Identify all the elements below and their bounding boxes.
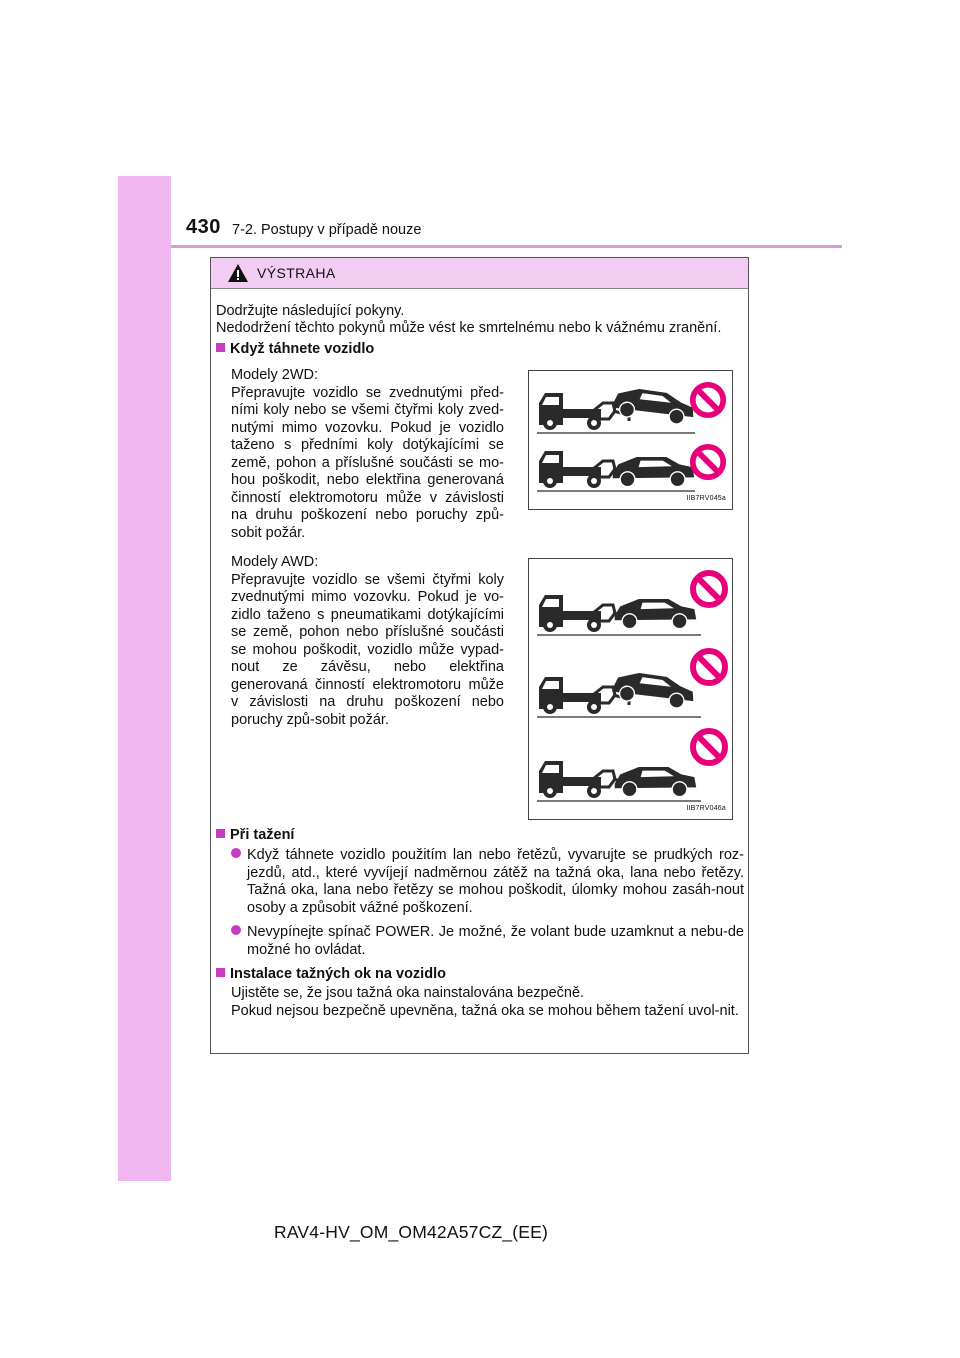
warning-triangle-icon xyxy=(227,263,249,283)
list-item xyxy=(231,847,744,917)
towing-heading-row xyxy=(216,341,374,359)
figure-code: IIB7RV046a xyxy=(686,804,726,812)
header-divider xyxy=(171,245,842,248)
square-bullet-icon xyxy=(216,829,225,838)
warning-header xyxy=(211,258,748,289)
prohibition-sign-icon xyxy=(689,647,729,687)
warning-box xyxy=(210,257,749,1054)
eyelets-heading: Instalace tažných ok na vozidlo xyxy=(230,966,446,982)
page-number: 430 xyxy=(186,216,221,238)
tow-truck-illustration xyxy=(537,751,701,805)
list-item-text: Nevypínejte spínač POWER. Je možné, že volant bude uzamknut a nebu-de možné ho ovládat. xyxy=(247,924,744,958)
towing-heading: Když táhnete vozidlo xyxy=(230,341,375,357)
warning-title: VÝSTRAHA xyxy=(257,265,336,281)
eyelets-heading-row xyxy=(216,966,446,984)
during-tow-heading: Při tažení xyxy=(230,827,295,843)
warning-content xyxy=(211,288,748,1053)
prohibition-sign-icon xyxy=(689,727,729,767)
round-bullet-icon xyxy=(231,925,241,935)
tow-truck-illustration xyxy=(537,441,695,493)
model-awd-label: Modely AWD: xyxy=(231,554,319,570)
eyelets-line-2: Pokud nejsou bezpečně upevněna, tažná oka se mohou během tažení uvol-nit. xyxy=(231,1002,739,1019)
intro-line-1: Dodržujte následující pokyny. xyxy=(216,303,405,319)
tow-truck-illustration xyxy=(537,667,701,721)
square-bullet-icon xyxy=(216,343,225,352)
list-item xyxy=(231,924,744,959)
during-tow-heading-row xyxy=(216,827,294,845)
figure-awd xyxy=(528,558,733,820)
eyelets-text-block xyxy=(231,985,744,1020)
tow-truck-illustration xyxy=(537,585,701,639)
chapter-sidebar-tab xyxy=(118,176,171,1181)
document-code: RAV4-HV_OM_OM42A57CZ_(EE) xyxy=(274,1222,549,1242)
figure-2wd xyxy=(528,370,733,510)
model-awd-text: Přepravujte vozidlo se všemi čtyřmi koly zvednutými mimo vozovku. Pokud je vo-zidlo taženo s pneumatikami dotýkajícími se země, pohon nebo příslušné součásti se mohou poškodit, vozidlo může vypad-nout ze závěsu, nebo elektřina generovaná činností elektromotoru může v závislosti na druhu poškození nebo poruchy způ-sobit požár. xyxy=(231,571,504,728)
intro-line-2: Nedodržení těchto pokynů může vést ke smrtelnému nebo k vážnému zranění. xyxy=(216,320,722,336)
prohibition-sign-icon xyxy=(689,381,727,419)
figure-code: IIB7RV045a xyxy=(686,494,726,502)
model-2wd-text: Přepravujte vozidlo se zvednutými před-ními koly nebo se všemi čtyřmi koly zved-nutými mimo vozovku. Pokud je vozidlo taženo s předními koly dotýkajícími se země, pohon a příslušné součásti se mo-hou poškodit, nebo elektřina generovaná činností elektromotoru může v závislosti na druhu poškození nebo poruchy způ-sobit požár. xyxy=(231,384,504,541)
model-2wd-label: Modely 2WD: xyxy=(231,367,319,383)
tow-truck-illustration xyxy=(537,385,695,437)
model-2wd-block xyxy=(231,367,504,542)
round-bullet-icon xyxy=(231,848,241,858)
eyelets-line-1: Ujistěte se, že jsou tažná oka nainstalována bezpečně. xyxy=(231,985,585,1001)
prohibition-sign-icon xyxy=(689,569,729,609)
prohibition-sign-icon xyxy=(689,443,727,481)
list-item-text: Když táhnete vozidlo použitím lan nebo řetězů, vyvarujte se prudkých roz-jezdů, atd., které vyvíjejí nadměrnou zátěž na tažná oka, lana nebo řetězy. Tažná oka, lana nebo řetězy se mohou poškodit, úlomky mohou zasáh-nout osoby a způsobit vážné poškození. xyxy=(247,847,744,916)
section-title: 7-2. Postupy v případě nouze xyxy=(232,222,422,238)
model-awd-block xyxy=(231,554,504,729)
square-bullet-icon xyxy=(216,968,225,977)
